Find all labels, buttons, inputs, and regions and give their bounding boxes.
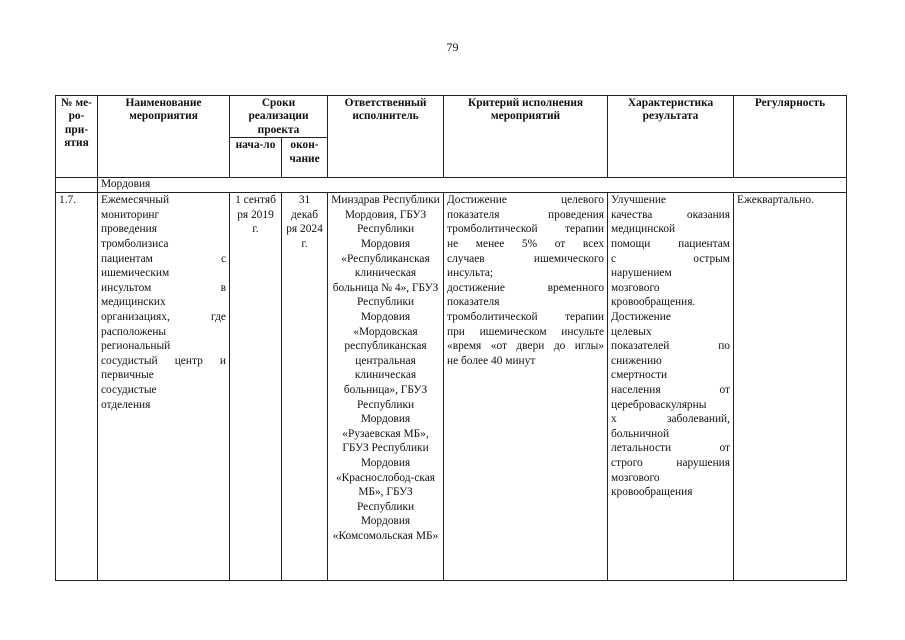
result-line: целевых xyxy=(611,325,652,338)
result-line: с острым xyxy=(611,252,731,265)
name-line: первичные xyxy=(101,369,154,382)
region-label: Мордовия xyxy=(98,178,847,193)
name-line: сосудистый центр и xyxy=(101,354,226,367)
result-line: помощи пациентам xyxy=(611,238,731,250)
name-line: расположены xyxy=(101,325,167,338)
criterion-line: тромболитической терапии xyxy=(447,310,605,323)
header-row xyxy=(56,96,847,138)
name-line: региональный xyxy=(101,340,171,353)
result-line: медицинской xyxy=(611,223,676,236)
row-result xyxy=(608,193,734,581)
name-line: инсультом в xyxy=(101,281,226,294)
header-terms: Сроки реализации проекта xyxy=(230,96,328,138)
name-line: отделения xyxy=(101,398,151,411)
result-line: строго нарушения xyxy=(611,456,731,469)
region-num-cell xyxy=(56,178,98,193)
criterion-line: не более 40 минут xyxy=(447,354,536,367)
header-result: Характеристика результата xyxy=(608,96,734,178)
header-regularity: Регулярность xyxy=(734,96,847,178)
criterion-line: тромболитической терапии xyxy=(447,223,605,236)
result-line: Достижение xyxy=(611,310,671,323)
row-num: 1.7. xyxy=(56,193,98,581)
name-line: сосудистые xyxy=(101,383,157,396)
header-executor: Ответственный исполнитель xyxy=(328,96,444,178)
criterion-line: показателя xyxy=(447,296,500,309)
header-end: окон-чание xyxy=(282,138,328,178)
criterion-line: показателя проведения xyxy=(447,208,605,221)
row-start: 1 сентяб ря 2019 г. xyxy=(230,193,282,581)
result-line: кровообращения. xyxy=(611,296,696,309)
result-line: мозгового xyxy=(611,471,660,484)
criterion-line: случаев ишемического xyxy=(447,252,605,265)
name-line: пациентам с xyxy=(101,252,226,265)
result-line: нарушением xyxy=(611,267,672,280)
result-line: показателей по xyxy=(611,340,731,353)
criterion-line: не менее 5% от всех xyxy=(447,238,605,250)
criterion-line: Достижение целевого xyxy=(447,194,605,207)
name-line: медицинских xyxy=(101,296,166,309)
row-criterion xyxy=(444,193,608,581)
row-end: 31 декаб ря 2024 г. xyxy=(282,193,328,581)
header-name: Наименование мероприятия xyxy=(98,96,230,178)
result-line: цереброваскулярны xyxy=(611,398,707,411)
result-line: больничной xyxy=(611,427,670,440)
result-line: населения от xyxy=(611,383,731,396)
name-line: организациях, где xyxy=(101,310,226,323)
header-num: № ме-ро-при-ятия xyxy=(56,96,98,178)
criterion-line: при ишемическом инсульте xyxy=(447,325,605,338)
name-line: тромболизиса xyxy=(101,238,169,250)
result-line: летальности от xyxy=(611,442,731,455)
criterion-line: инсульта; xyxy=(447,267,494,280)
row-name xyxy=(98,193,230,581)
result-line: х заболеваний, xyxy=(611,413,731,426)
row-executor: Минздрав Республики Мордовия, ГБУЗ Республики Мордовия «Республиканская клиническая больница № 4», ГБУЗ Республики Мордовия «Мордовская республиканская центральная клиническая больница», ГБУЗ Республики Мордовия «Рузаевская МБ», ГБУЗ Республики Мордовия «Краснослобод-ская МБ», ГБУЗ Республики Мордовия «Комсомольская МБ» xyxy=(328,193,444,581)
name-line: ишемическим xyxy=(101,267,170,280)
result-line: качества оказания xyxy=(611,208,731,221)
name-line: мониторинг xyxy=(101,208,160,221)
result-line: смертности xyxy=(611,369,668,382)
page-number: 79 xyxy=(446,40,459,54)
result-line: снижению xyxy=(611,354,662,367)
criterion-line: «время «от двери до иглы» xyxy=(447,340,605,353)
name-line: проведения xyxy=(101,223,157,236)
header-criterion: Критерий исполнения мероприятий xyxy=(444,96,608,178)
result-line: мозгового xyxy=(611,281,660,294)
region-row xyxy=(56,178,847,193)
result-line: кровообращения xyxy=(611,486,693,499)
table-row xyxy=(56,193,847,581)
result-line: Улучшение xyxy=(611,194,666,207)
row-regularity: Ежеквартально. xyxy=(734,193,847,581)
measures-table xyxy=(55,95,847,581)
name-line: Ежемесячный xyxy=(101,194,170,207)
header-start: нача-ло xyxy=(230,138,282,178)
criterion-line: достижение временного xyxy=(447,281,605,294)
